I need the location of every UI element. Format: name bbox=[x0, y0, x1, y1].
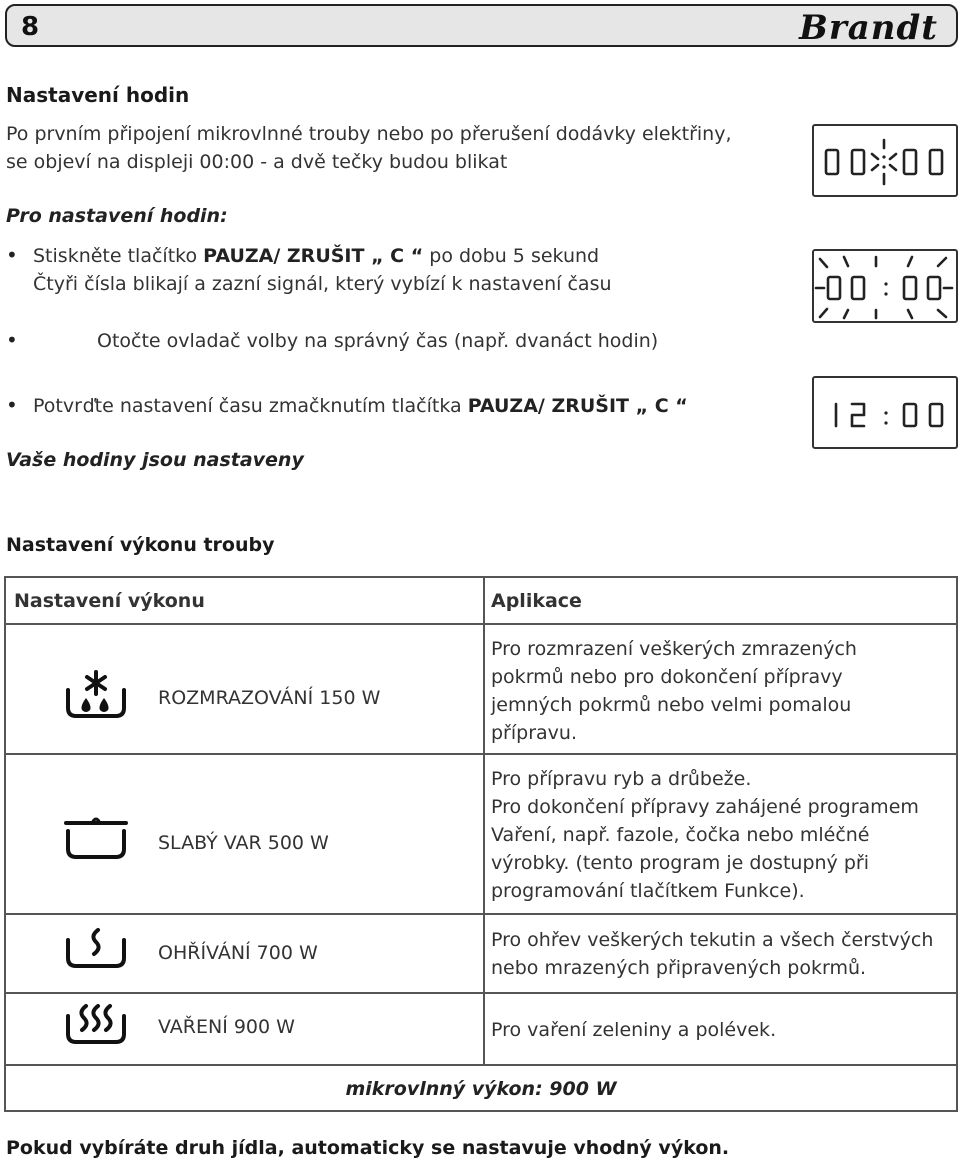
display-12-00 bbox=[812, 376, 958, 449]
power-table bbox=[4, 576, 958, 1112]
power-section-title: Nastavení výkonu trouby bbox=[6, 534, 275, 556]
page-header bbox=[5, 4, 958, 47]
application-reheat: Pro ohřev veškerých tekutin a všech čerstvých nebo mrazených připravených pokrmů. bbox=[491, 929, 934, 979]
defrost-icon bbox=[64, 670, 128, 722]
clock-intro-line1: Po prvním připojení mikrovlnné trouby nebo po přerušení dodávky elektřiny, bbox=[6, 123, 732, 145]
column-header-application: Aplikace bbox=[491, 590, 582, 612]
row-divider bbox=[6, 1064, 956, 1066]
cooking-icon bbox=[64, 1002, 128, 1052]
power-label-cooking: VAŘENÍ 900 W bbox=[158, 1016, 295, 1038]
microwave-power-footer: mikrovlnný výkon: 900 W bbox=[345, 1078, 617, 1100]
brand-logo: Brandt bbox=[799, 8, 938, 48]
clock-step3: Potvrďte nastavení času zmačknutím tlačítka PAUZA/ ZRUŠIT „ C “ bbox=[33, 395, 688, 417]
application-cooking: Pro vaření zeleniny a polévek. bbox=[491, 1019, 777, 1041]
bullet: • bbox=[6, 393, 18, 417]
power-label-simmer: SLABÝ VAR 500 W bbox=[158, 832, 329, 854]
column-header-setting: Nastavení výkonu bbox=[14, 590, 205, 612]
row-divider bbox=[6, 623, 956, 625]
pause-cancel-key: PAUZA/ ZRUŠIT „ C “ bbox=[467, 395, 688, 417]
clock-intro-line2: se objeví na displeji 00:00 - a dvě tečky budou blikat bbox=[6, 151, 508, 173]
bullet: • bbox=[6, 328, 18, 352]
application-defrost: Pro rozmrazení veškerých zmrazených pokrmů nebo pro dokončení přípravy jemných pokrmů nebo velmi pomalou přípravu. bbox=[491, 638, 857, 744]
pause-cancel-key: PAUZA/ ZRUŠIT „ C “ bbox=[203, 245, 424, 267]
power-label-reheat: OHŘÍVÁNÍ 700 W bbox=[158, 942, 318, 964]
page-number: 8 bbox=[21, 12, 40, 42]
clock-step1-line2: Čtyři čísla blikají a zazní signál, který vybízí k nastavení času bbox=[33, 273, 612, 295]
display-flashing-digits bbox=[812, 249, 958, 323]
simmer-pot-icon bbox=[64, 815, 128, 865]
display-blinking-colon bbox=[812, 124, 958, 197]
reheat-icon bbox=[64, 926, 128, 976]
clock-done-text: Vaše hodiny jsou nastaveny bbox=[6, 449, 304, 471]
clock-section-title: Nastavení hodin bbox=[6, 83, 190, 107]
clock-step1: Stiskněte tlačítko PAUZA/ ZRUŠIT „ C “ po dobu 5 sekund bbox=[33, 245, 600, 267]
row-divider bbox=[6, 753, 956, 755]
bullet: • bbox=[6, 243, 18, 267]
row-divider bbox=[6, 992, 956, 994]
power-label-defrost: ROZMRAZOVÁNÍ 150 W bbox=[158, 687, 381, 709]
clock-step2: Otočte ovladač volby na správný čas (např. dvanáct hodin) bbox=[97, 330, 659, 352]
note-text: Pokud vybíráte druh jídla, automaticky se nastavuje vhodný výkon. bbox=[6, 1137, 730, 1159]
row-divider bbox=[6, 913, 956, 915]
seven-segment-display bbox=[814, 251, 956, 321]
clock-sub-heading: Pro nastavení hodin: bbox=[6, 205, 228, 227]
seven-segment-display bbox=[814, 378, 956, 447]
application-simmer: Pro přípravu ryb a drůbeže. Pro dokončení přípravy zahájené programem Vaření, např. fazole, čočka nebo mléčné výrobky. (tento program je dostupný při programování tlačítkem Funkce). bbox=[491, 768, 919, 902]
seven-segment-display bbox=[814, 126, 956, 195]
